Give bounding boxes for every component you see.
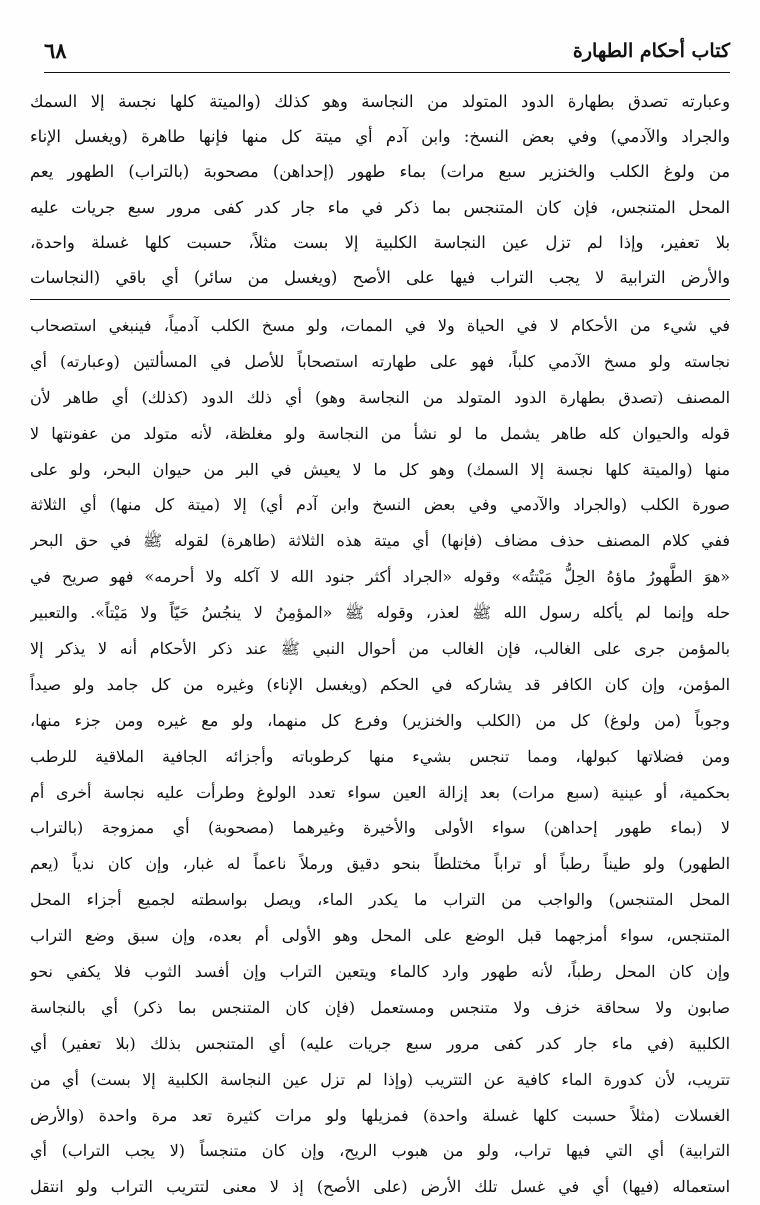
sharh-line: صابون ولا سحاقة خزف ولا متنجس ومستعمل (فإن كان المتنجس بما ذكر) أي بالنجاسة: [30, 997, 730, 1017]
matn-line: بلا تعفير، وإذا لم تزل عين النجاسة الكلبية إلا بست مثلاً، حسبت كلها غسلة واحدة،: [30, 232, 730, 252]
section-divider: [30, 299, 730, 300]
chapter-title: كتاب أحكام الطهارة: [572, 40, 730, 62]
sharh-line: الطهور) ولو طيناً رطباً أو تراباً مختلطاً بنحو دقيق ورملاً ناعماً له غبار، وإن كان ندياً (يعم: [30, 854, 730, 874]
sharh-line: بالمؤمن جرى على الغالب، فإن الغالب من أحوال النبي ﷺ عند ذكر الأحكام أنه لا يذكر إلا: [30, 639, 730, 659]
sharh-line: بحكمية، أو عينية (سبع مرات) بعد إزالة العين سواء تعدد الولوغ وطرأت عليه نجاسة أخرى أم: [30, 782, 730, 802]
matn-line: من ولوغ الكلب والخنزير سبع مرات) بماء طهور (إحداهن) مصحوبة (بالتراب) الطهور يعم: [30, 162, 730, 182]
sharh-line: ومن فضلاتها كبولها، ومما تنجس بشيء منها كرطوباته وأجزائه الجافية الملاقية للرطب: [30, 746, 730, 766]
header-rule: [44, 72, 730, 73]
sharh-line: منها (والميتة كلها نجسة إلا السمك) وهو كل ما لا يعيش في البر من حيوان البحر، ولو على: [30, 459, 730, 479]
page-header: [44, 28, 730, 70]
commentary-text: [30, 308, 730, 1205]
matn-line: وعبارته تصدق بطهارة الدود المتولد من النجاسة وهو كذلك (والميتة كلها نجسة إلا السمك: [30, 92, 730, 111]
sharh-line: حله وإنما لم يأكله رسول الله ﷺ لعذر، وقوله ﷺ «المؤمِنُ لا ينجُسُ حَيّاً ولا مَيْتاً». والتعبير: [30, 603, 730, 623]
sharh-line: ففي كلام المصنف حذف مضاف (فإنها) أي ميتة هذه الثلاثة (طاهرة) لقوله ﷺ في حق البحر: [30, 531, 730, 551]
matn-line: المحل المتنجس، فإن كان المتنجس بما ذكر في ماء جار كدر كفى مرور سبع جريات عليه: [30, 197, 730, 217]
sharh-line: وإن كان المحل رطباً، لأنه طهور وارد كالماء ويتعين التراب وإن أفسد الثوب فلا يكفي نحو: [30, 962, 730, 982]
sharh-line: المتنجس، سواء أمزجهما قبل الوضع على المحل وهو الأولى أم بعده، وإن سبق وضع التراب: [30, 926, 730, 946]
sharh-line: المحل المتنجس) والواجب من التراب ما يكدر الماء، ويصل بواسطته لجميع أجزاء المحل: [30, 890, 730, 910]
sharh-line: الكلبية (في ماء جار كدر كفى مرور سبع جريات عليه) أي المتنجس بذلك (بلا تعفير) أي: [30, 1033, 730, 1053]
main-text: [30, 84, 730, 295]
sharh-line: المؤمن، وإن كان الكافر قد يشاركه في الحكم (ويغسل الإناء) وغيره من كل جامد ولو صيداً: [30, 674, 730, 694]
sharh-line: نجاسته ولو مسخ الآدمي كلباً، فهو على طهارته استصحاباً للأصل في المسألتين (وعبارته) أي: [30, 351, 730, 371]
sharh-line: قوله والحيوان كله طاهر يشمل ما لو نشأ من النجاسة ولو مغلظة، لأنه متولد من عفونتها لا: [30, 423, 730, 443]
sharh-line: المصنف (تصدق بطهارة الدود المتولد من النجاسة وهو) أي ذلك الدود (كذلك) أي طاهر لأن: [30, 387, 730, 407]
sharh-line: الترابية) أي التي فيها تراب، ولو من هبوب الريح، وإن كان متنجساً (لا يجب التراب) أي: [30, 1141, 730, 1161]
sharh-line: الغسلات (مثلاً حسبت كلها غسلة واحدة) فمزيلها ولو مرات كثيرة تعد مرة واحدة (والأرض: [30, 1105, 730, 1125]
matn-line: والأرض الترابية لا يجب التراب فيها على الأصح (ويغسل من سائر) أي باقي (النجاسات: [30, 267, 730, 287]
matn-line: والجراد والآدمي) وفي بعض النسخ: وابن آدم أي ميتة كل منها فإنها طاهرة (ويغسل الإناء: [30, 127, 730, 147]
sharh-line: «هوَ الطَّهورُ ماؤهُ الحِلُّ مَيْتتُه» وقوله «الجراد أكثر جنود الله لا آكله ولا أحرمه» فهو صريح في: [30, 567, 730, 587]
sharh-line: استعماله (فيها) أي في غسل تلك الأرض (على الأصح) إذ لا معنى لتتريب التراب ولو انتقل: [30, 1177, 730, 1197]
sharh-line: لا (بماء طهور إحداهن) سواء الأولى والأخيرة وغيرهما (مصحوبة) أي ممزوجة (بالتراب: [30, 818, 730, 838]
sharh-line: وجوباً (من ولوغ) كل من (الكلب والخنزير) وفرع كل منهما، ولو مع غيره ومن جزء منها،: [30, 710, 730, 730]
sharh-line: في شيء من الأحكام لا في الحياة ولا في الممات، ولو مسخ الكلب آدمياً، فينبغي استصحاب: [30, 316, 730, 335]
page-number: ٦٨: [44, 38, 67, 63]
sharh-line: تتريب، لأن كدورة الماء كافية عن التتريب (وإذا لم تزل عين النجاسة الكلبية إلا بست) أي من: [30, 1069, 730, 1089]
sharh-line: صورة الكلب (والجراد والآدمي وفي بعض النسخ وابن آدم أي) إلا (ميتة كل منها) أي الثلاثة: [30, 495, 730, 515]
